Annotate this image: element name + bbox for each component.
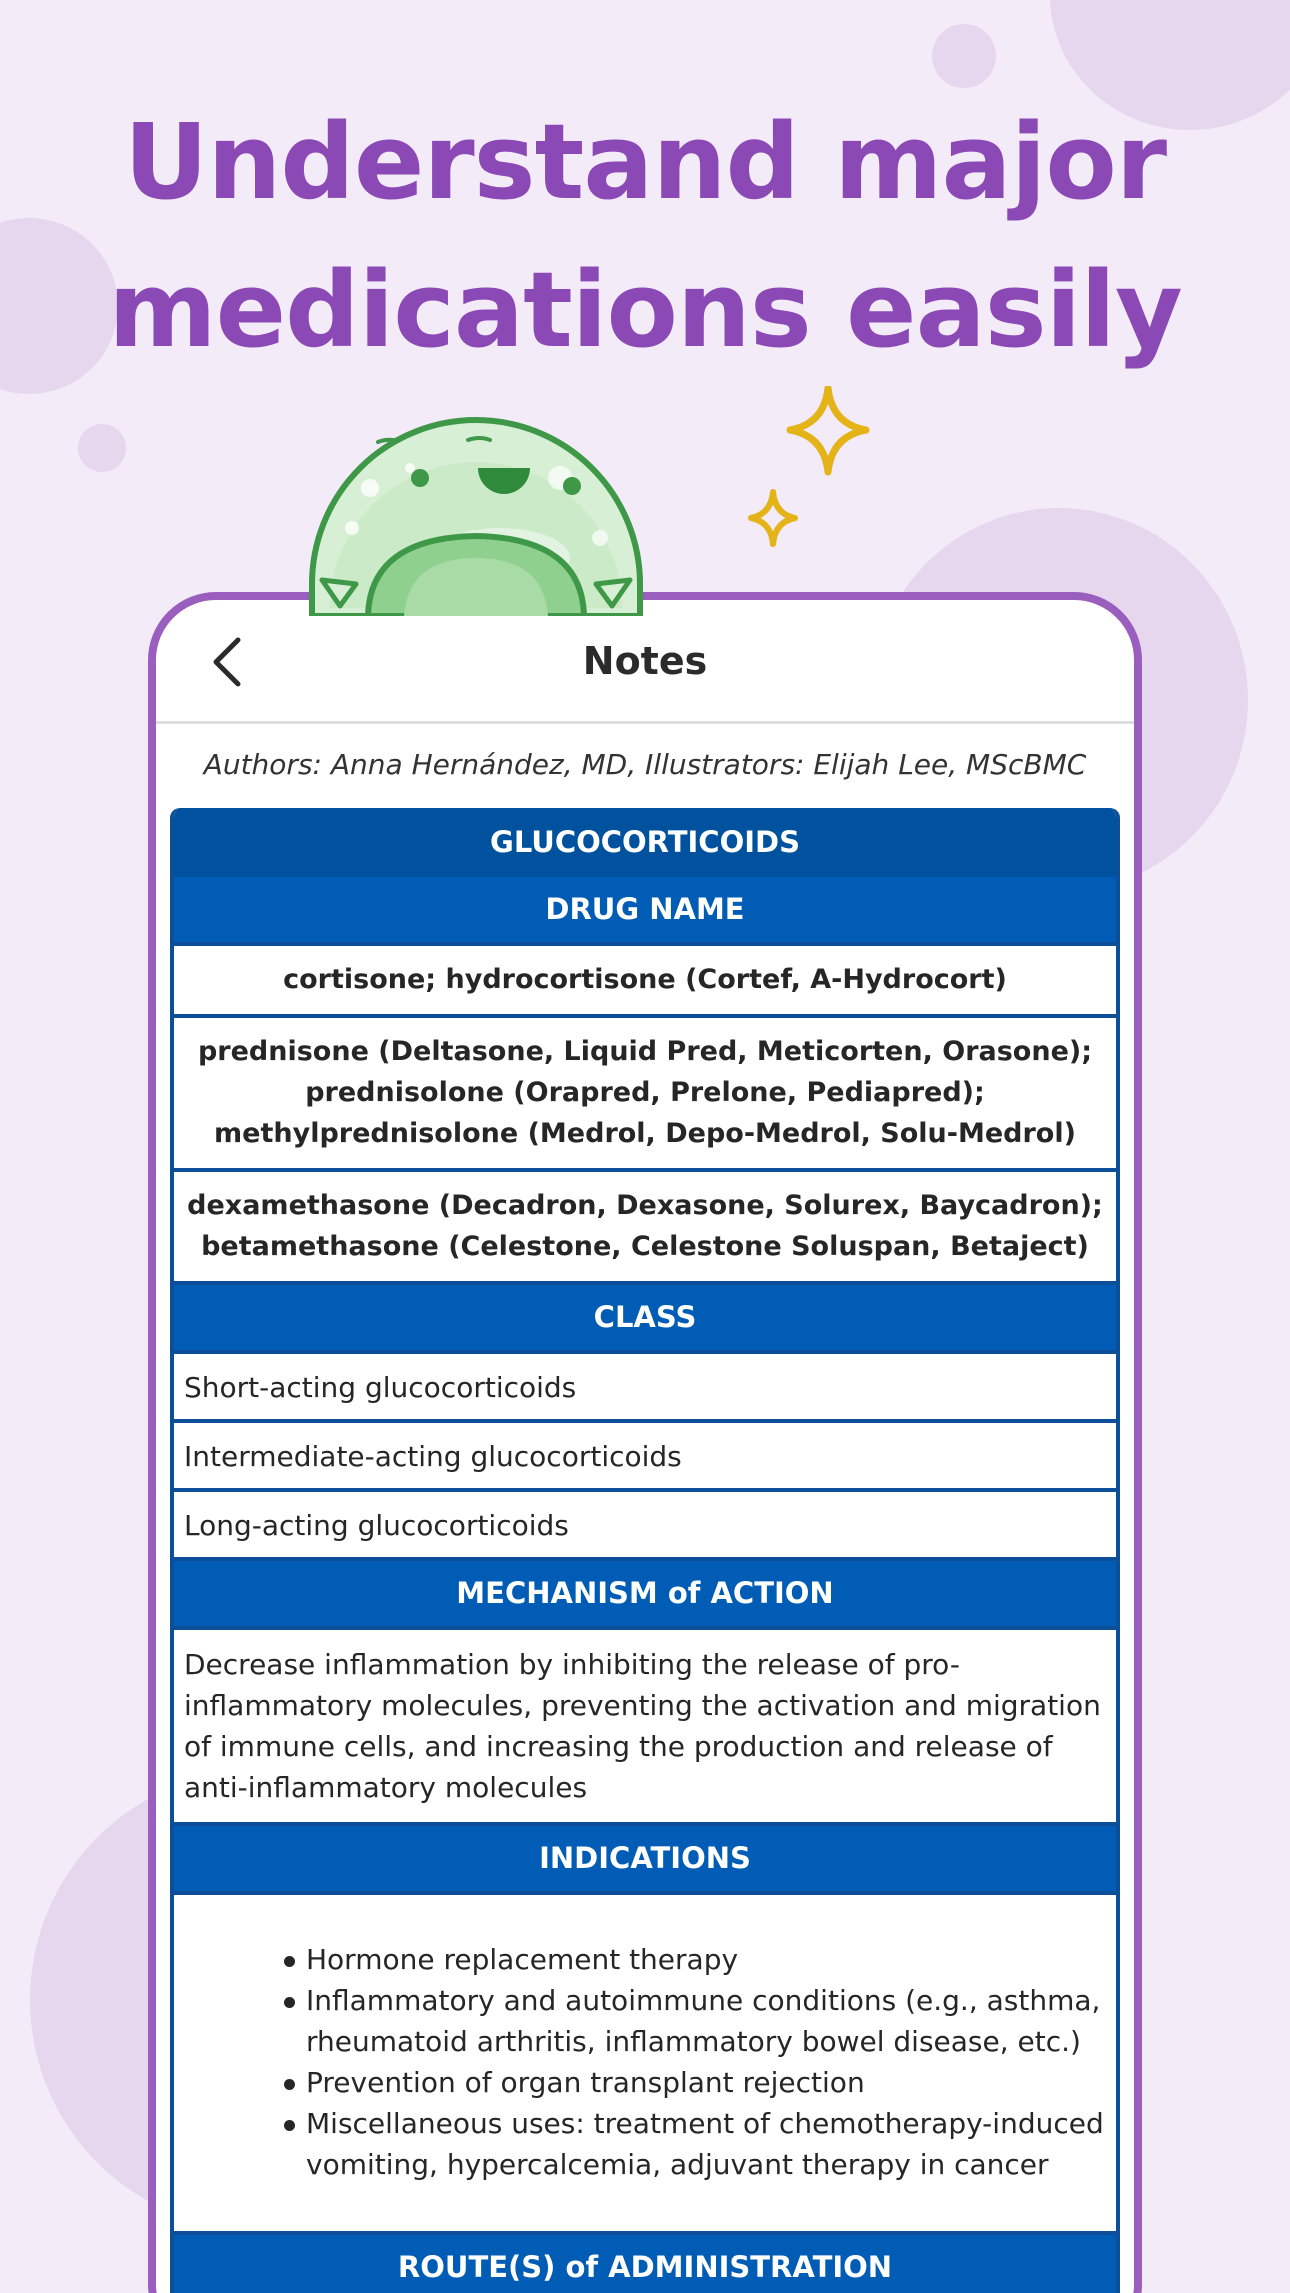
decor-bubble bbox=[78, 424, 126, 472]
section-header-mechanism: MECHANISM of ACTION bbox=[174, 1561, 1116, 1630]
sparkle-icon bbox=[740, 386, 880, 556]
section-header-route: ROUTE(S) of ADMINISTRATION bbox=[174, 2235, 1116, 2293]
class-cell: Intermediate-acting glucocorticoids bbox=[174, 1423, 1116, 1492]
table-title: GLUCOCORTICOIDS bbox=[174, 808, 1116, 877]
section-header-class: CLASS bbox=[174, 1285, 1116, 1354]
indications-list bbox=[284, 1939, 1106, 2185]
list-item: Hormone replacement therapy bbox=[284, 1939, 1106, 1980]
chevron-left-icon[interactable] bbox=[208, 634, 248, 690]
nav-bar bbox=[156, 600, 1134, 724]
drug-name-cell: prednisone (Deltasone, Liquid Pred, Meticorten, Orasone); prednisolone (Orapred, Prelone, Pediapred); methylprednisolone (Medrol, Depo-Medrol, Solu-Medrol) bbox=[174, 1018, 1116, 1172]
drug-name-cell: cortisone; hydrocortisone (Cortef, A-Hydrocort) bbox=[174, 946, 1116, 1018]
cell-mascot bbox=[300, 408, 652, 616]
list-item: Inflammatory and autoimmune conditions (e.g., asthma, rheumatoid arthritis, inflammatory bowel disease, etc.) bbox=[284, 1980, 1106, 2062]
list-item: Prevention of organ transplant rejection bbox=[284, 2062, 1106, 2103]
class-cell: Long-acting glucocorticoids bbox=[174, 1492, 1116, 1561]
promo-headline bbox=[0, 88, 1290, 384]
screen-title: Notes bbox=[582, 638, 708, 683]
authors-credit: Authors: Anna Hernández, MD, Illustrators: Elijah Lee, MScBMC bbox=[203, 748, 1087, 781]
section-header-drug-name: DRUG NAME bbox=[174, 877, 1116, 946]
drug-name-cell: dexamethasone (Decadron, Dexasone, Solurex, Baycadron); betamethasone (Celestone, Celestone Soluspan, Betaject) bbox=[174, 1172, 1116, 1285]
headline-line-2: medications easily bbox=[108, 249, 1182, 371]
indications-cell bbox=[174, 1895, 1116, 2235]
class-cell: Short-acting glucocorticoids bbox=[174, 1354, 1116, 1423]
phone-frame bbox=[148, 592, 1142, 2293]
drug-table bbox=[170, 808, 1120, 2293]
section-header-indications: INDICATIONS bbox=[174, 1826, 1116, 1895]
mechanism-cell: Decrease inflammation by inhibiting the release of pro-inflammatory molecules, preventing the activation and migration of immune cells, and increasing the production and release of anti-inflammatory molecules bbox=[174, 1630, 1116, 1826]
headline-line-1: Understand major bbox=[123, 101, 1167, 223]
decor-bubble bbox=[932, 24, 996, 88]
list-item: Miscellaneous uses: treatment of chemotherapy-induced vomiting, hypercalcemia, adjuvant therapy in cancer bbox=[284, 2103, 1106, 2185]
